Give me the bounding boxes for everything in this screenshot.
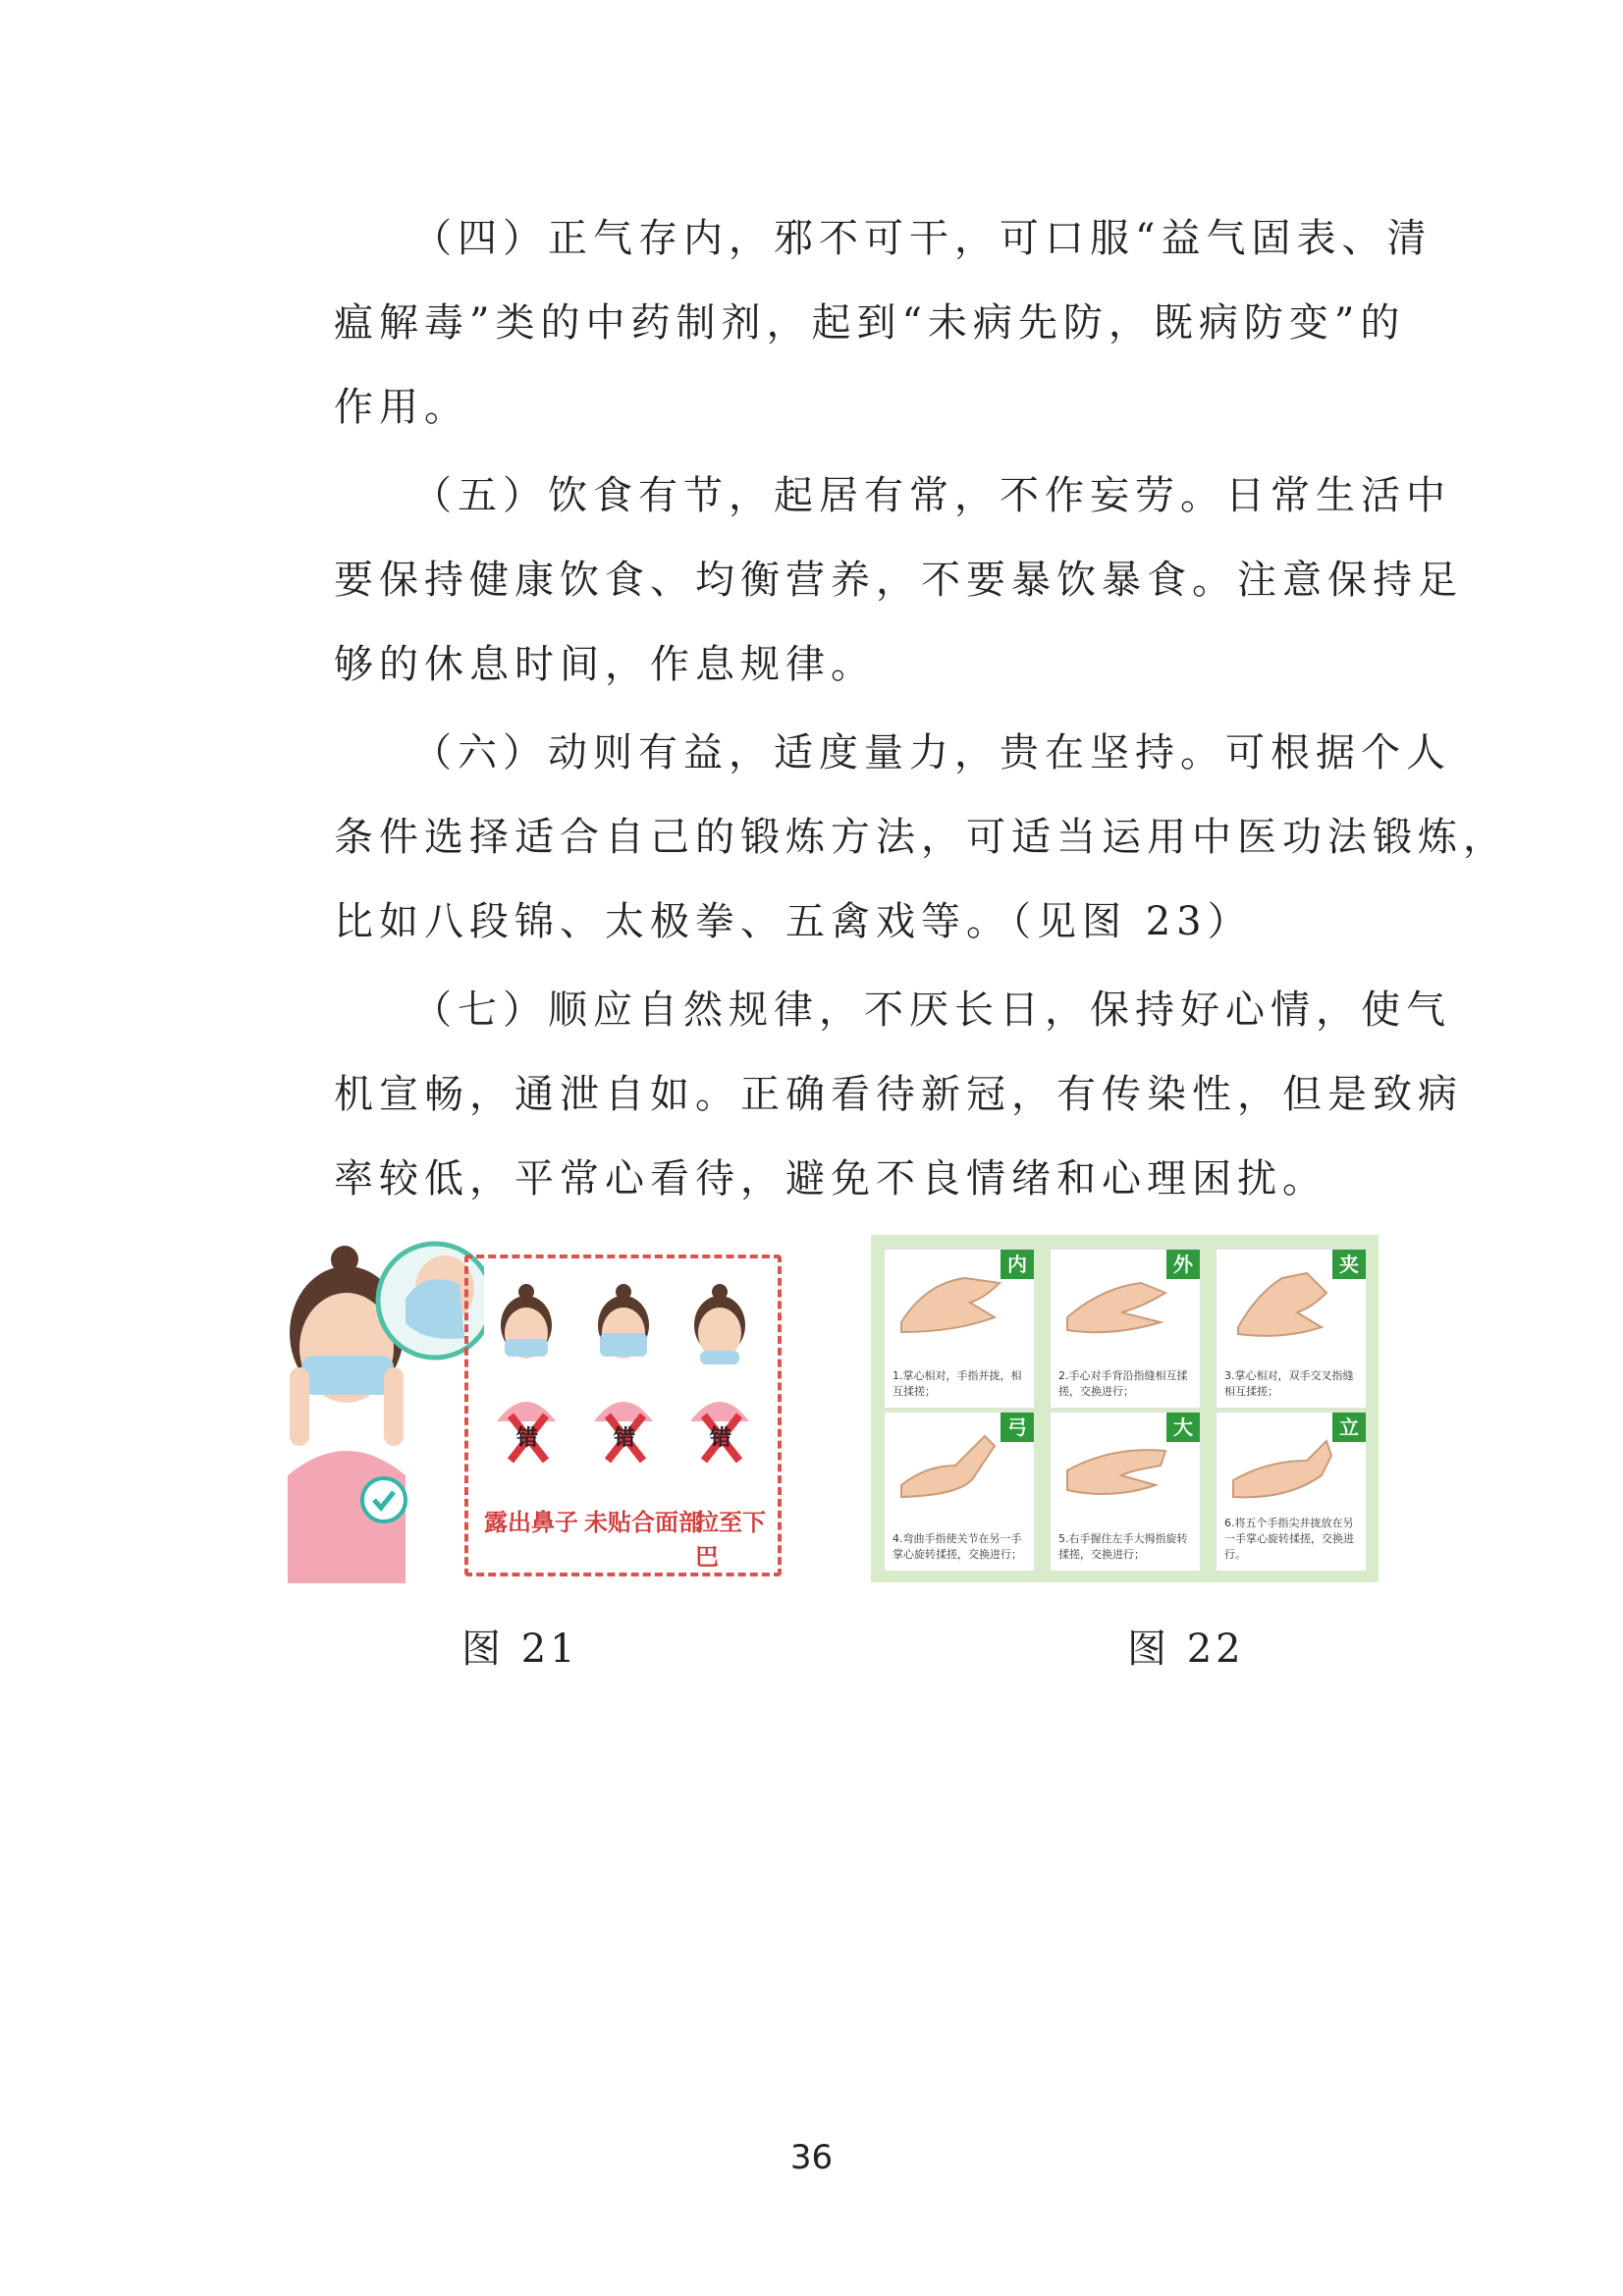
paragraph-line: （五）饮食有节，起居有常，不作妄劳。日常生活中 — [412, 473, 1451, 518]
paragraph-line: （四）正气存内，邪不可干，可口服“益气固表、清 — [412, 216, 1433, 261]
step-text: 5.右手握住左手大拇指旋转揉搓，交换进行； — [1058, 1532, 1188, 1561]
paragraph-line: 条件选择适合自己的锻炼方法，可适当运用中医功法锻炼， — [334, 815, 1508, 860]
paragraph-5 — [334, 454, 1463, 707]
step-text: 2.手心对手背沿指缝相互揉搓，交换进行； — [1058, 1369, 1188, 1398]
wrong-mark-3 — [700, 1412, 743, 1465]
page-number: 36 — [789, 2138, 834, 2177]
paragraph-line: 要保持健康饮食、均衡营养，不要暴饮暴食。注意保持足 — [334, 558, 1463, 603]
paragraph-line: 比如八段锦、太极拳、五禽戏等。（见图 23） — [334, 899, 1253, 944]
step-tag: 内 — [1001, 1250, 1034, 1279]
figure-21-caption: 图 21 — [461, 1627, 579, 1672]
wrong-example-nose-exposed-illustration — [492, 1284, 561, 1421]
paragraph-line: 作用。 — [334, 385, 469, 430]
figure-22-caption: 图 22 — [1127, 1627, 1245, 1672]
wrong-example-mask-on-chin-illustration — [685, 1284, 754, 1421]
handwash-step-1 — [884, 1249, 1035, 1409]
paragraph-line: 率较低，平常心看待，避免不良情绪和心理困扰。 — [334, 1156, 1327, 1201]
handwash-step-2 — [1050, 1249, 1201, 1409]
step-tag: 立 — [1332, 1413, 1366, 1442]
wrong-example-loose-fit-illustration — [589, 1284, 658, 1421]
hand-icon — [1062, 1426, 1170, 1505]
handwash-step-5 — [1050, 1412, 1201, 1572]
wrong-mark-text: 错 — [614, 1426, 636, 1451]
figure-handwashing-steps — [871, 1235, 1379, 1582]
wrong-mark-text: 错 — [710, 1426, 732, 1451]
wrong-label-nose: 露出鼻子 — [484, 1509, 578, 1536]
paragraph-7 — [334, 968, 1463, 1221]
handwash-step-4 — [884, 1412, 1035, 1572]
paragraph-line: （六）动则有益，适度量力，贵在坚持。可根据个人 — [412, 730, 1451, 775]
paragraph-line: （七）顺应自然规律，不厌长日，保持好心情，使气 — [412, 988, 1451, 1033]
wrong-label-fit: 未贴合面部 — [584, 1509, 702, 1536]
wrong-mark-2 — [604, 1412, 647, 1465]
step-text: 4.弯曲手指使关节在另一手掌心旋转揉搓，交换进行； — [893, 1532, 1022, 1561]
wrong-mark-1 — [507, 1412, 550, 1465]
wrong-mark-text: 错 — [516, 1426, 539, 1451]
step-text: 1.掌心相对，手指并拢，相互揉搓； — [893, 1369, 1022, 1398]
wrong-label-chin: 拉至下巴 — [695, 1509, 766, 1571]
step-tag: 夹 — [1332, 1250, 1366, 1279]
paragraph-6 — [334, 711, 1508, 964]
step-text: 3.掌心相对，双手交叉指缝相互揉搓； — [1224, 1369, 1354, 1398]
figure-mask-illustration — [288, 1230, 785, 1583]
step-tag: 外 — [1166, 1250, 1200, 1279]
paragraph-4 — [334, 196, 1433, 450]
handwash-step-3 — [1216, 1249, 1367, 1409]
step-tag: 大 — [1166, 1413, 1200, 1442]
paragraph-line: 机宣畅，通泄自如。正确看待新冠，有传染性，但是致病 — [334, 1072, 1463, 1117]
woman-wearing-mask-illustration — [288, 1230, 484, 1583]
handwash-step-6 — [1216, 1412, 1367, 1572]
step-tag: 弓 — [1001, 1413, 1034, 1442]
step-text: 6.将五个手指尖并拢放在另一手掌心旋转揉搓，交换进行。 — [1224, 1517, 1354, 1561]
hand-icon — [1062, 1263, 1170, 1342]
hand-icon — [1228, 1426, 1336, 1505]
paragraph-line: 瘟解毒”类的中药制剂，起到“未病先防，既病防变”的 — [334, 300, 1406, 346]
hand-icon — [896, 1263, 1004, 1342]
hand-icon — [1228, 1263, 1336, 1342]
hand-icon — [896, 1426, 1004, 1505]
paragraph-line: 够的休息时间，作息规律。 — [334, 642, 876, 687]
